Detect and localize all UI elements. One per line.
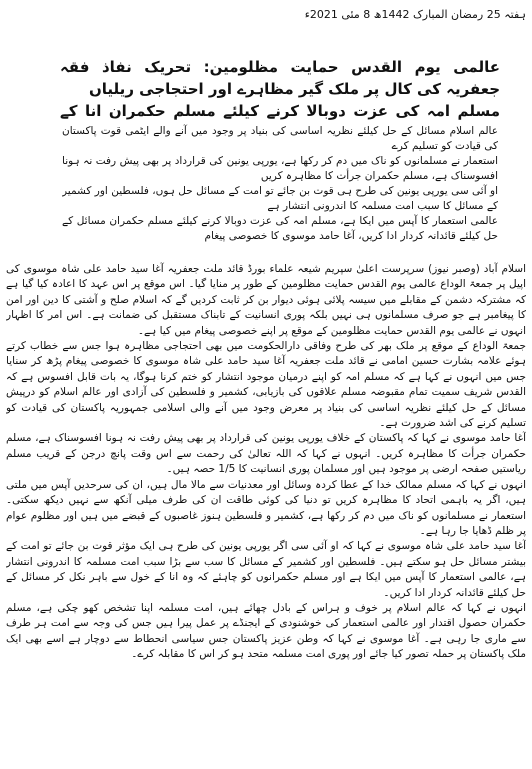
headline-line-2: مسلم امہ کی عزت دوبالا کرنے کیلئے مسلم حکمران انا کے (60, 102, 500, 120)
subhead-line-4: عالمی استعمار کا آپس میں ایکا ہے، مسلم امہ کی عزت دوبالا کرنے کیلئے مسلم حکمران مسائل کے حل کیلئے قائدانہ کردار ادا کریں، آغا حامد موسوی کا خصوصی پیغام (62, 215, 498, 242)
subhead-line-2: استعمار نے مسلمانوں کو ناک میں دم کر رکھا ہے، یورپی یونین کی قرارداد پر بھی پیش رفت نہ ہونا افسوسناک ہے، مسلم حکمران جرأت کا مظاہرہ کریں (62, 155, 498, 182)
subhead-line-1: عالم اسلام مسائل کے حل کیلئے نظریہ اساسی کی بنیاد پر وجود میں آنے والے ایٹمی قوت پاکستان کی قیادت کو تسلیم کرے (62, 125, 498, 152)
body-paragraph: آغا حامد موسوی نے کہا کہ پاکستان کے خلاف یورپی یونین کی قرارداد پر بھی پیش رفت نہ ہونا افسوسناک ہے، مسلم حکمران جرأت کا مظاہرہ کریں۔ انہوں نے کہا کہ اللہ تعالیٰ کی رحمت سے اس وقت پانچ درجن کے قریب مسلم ریاستیں صفحہ ارضی پر موجود ہیں اور مسلمان پوری انسانیت کا 1/5 حصہ ہیں۔ (6, 432, 526, 476)
subhead-line-3: او آئی سی یورپی یونین کی طرح ہی قوت بن جائے تو امت کے مسائل حل ہوں، فلسطین اور کشمیر کے مسائل کا سبب امت مسلمہ کا اندرونی انتشار ہے (62, 185, 498, 212)
subhead (62, 124, 498, 242)
headline (60, 56, 500, 122)
body-paragraph: انہوں نے کہا کہ مسلم ممالک خدا کے عطا کردہ وسائل اور معدنیات سے مالا مال ہیں، ان کی سرحدیں آپس میں ملتی ہیں، اگر یہ باہمی اتحاد کا مظاہرہ کریں تو دنیا کی کوئی طاقت ان کی طرف میلی آنکھ سے نہیں دیکھ سکتی۔ استعمار نے مسلمانوں کو ناک میں دم کر رکھا ہے، کشمیر و فلسطین ہنوز غاصبوں کے قبضے میں ہیں اور مظلوم عوام پر ظلم ڈھایا جا رہا ہے۔ (6, 478, 526, 537)
headline-line-1: عالمی یوم القدس حمایت مظلومین: تحریک نفاذ فقہ جعفریہ کی کال پر ملک گیر مظاہرے اور احتجاجی ریلیاں (60, 58, 500, 98)
body-paragraph: انہوں نے کہا کہ عالم اسلام پر خوف و ہراس کے بادل چھائے ہیں، امت مسلمہ اپنا تشخص کھو چکی ہے، مسلم حکمران حصول اقتدار اور عالمی استعمار کی خوشنودی کے ایجنڈے پر عمل پیرا ہیں جس کی وجہ سے امت ہر طرف سے ماری جا رہی ہے۔ آغا موسوی نے کہا کہ وطن عزیز پاکستان جس سیاسی انحطاط سے دوچار ہے اسے بھی ایک ملک پاکستان پر حملہ تصور کیا جائے اور پوری امت مسلمہ متحد ہو کر اس کا مقابلہ کرے۔ (6, 601, 526, 661)
body-paragraph: جمعۃ الوداع کے موقع پر ملک بھر کی طرح وفاقی دارالحکومت میں بھی احتجاجی مظاہرہ ہوا جس سے خطاب کرتے ہوئے علامہ بشارت حسین امامی نے قائد ملت جعفریہ آغا سید حامد علی شاہ موسوی کا خصوصی پیغام پڑھ کر سنایا جس میں انہوں نے کہا ہے کہ مسلم امہ کو اپنے درمیان موجود انتشار کو ختم کرنا ہوگا، یہ بات قابل افسوس ہے کہ القدس شریف سمیت تمام مقبوضہ مسلم علاقوں کی بازیابی، کشمیر و فلسطین کی آزادی اور عالم اسلام کو درپیش مسائل کے حل کیلئے نظریہ اساسی کی بنیاد پر معرض وجود میں آنے والی اسلامی جمہوریہ پاکستان کی قیادت کو تسلیم کرنے کی اشد ضرورت ہے۔ (6, 340, 526, 430)
article-body (6, 262, 526, 762)
body-paragraph: اسلام آباد (وصبر نیوز) سرپرست اعلیٰ سپریم شیعہ علماء بورڈ قائد ملت جعفریہ آغا سید حامد علی شاہ موسوی کی اپیل پر جمعۃ الوداع عالمی یوم القدس حمایت مظلومین کے طور پر منایا گیا۔ اس موقع پر اس عہد کا اعادہ کیا گیا ہے کہ مشترکہ دشمن کے مقابلے میں سیسہ پلائی ہوئی دیوار بن کر ثابت کردیں گے کہ اسلام صلح و آشتی کا دین اور امن کا پیغامبر ہے جو صرف مسلمانوں ہی نہیں بلکہ پوری انسانیت کے تابناک مستقبل کی ضمانت ہے۔ اس امر کا اظہار انہوں نے عالمی یوم القدس حمایت مظلومین کے موقع پر اپنے خصوصی پیغام میں کیا ہے۔ (6, 263, 526, 337)
body-paragraph: آغا سید حامد علی شاہ موسوی نے کہا کہ او آئی سی اگر یورپی یونین کی طرح ہی ایک مؤثر قوت بن جائے تو امت کے بیشتر مسائل حل ہو سکتے ہیں۔ فلسطین اور کشمیر کے مسائل کا سب سے بڑا سبب امت مسلمہ کا اندرونی انتشار ہے، عالمی استعمار کا آپس میں ایکا ہے اور مسلم حکمرانوں کو چاہئے کہ وہ انا کے خول سے باہر نکل کر مسائل کے حل کیلئے قائدانہ کردار ادا کریں۔ (6, 540, 526, 599)
dateline: ہفتہ 25 رمضان المبارک 1442ھ 8 مئی 2021ء (304, 8, 526, 21)
